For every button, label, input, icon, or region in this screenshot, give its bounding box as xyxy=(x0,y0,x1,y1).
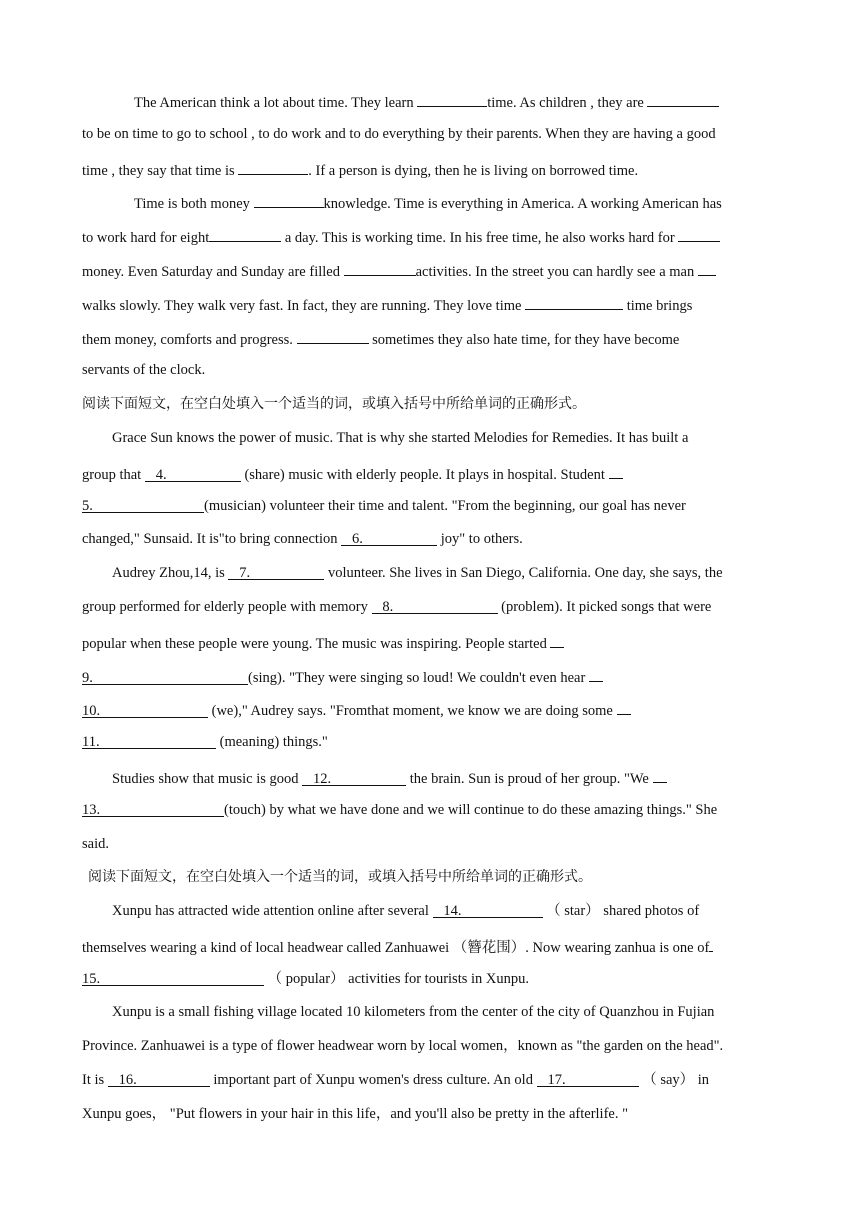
passage2-line-6 xyxy=(82,598,711,616)
text: joy" to others. xyxy=(437,531,523,547)
text: （ say） in xyxy=(638,1072,710,1088)
answer-blank[interactable] xyxy=(647,91,719,107)
blank-number: 6. xyxy=(351,531,363,547)
blank-number: 7. xyxy=(239,565,251,581)
p2-line-2 xyxy=(82,226,720,247)
passage2-line-11 xyxy=(112,767,667,788)
text: (sing). "They were singing so loud! We couldn't even hear xyxy=(248,670,589,686)
blank-number: 14. xyxy=(443,903,462,919)
passage3-line-3 xyxy=(82,970,529,988)
text: (share) music with elderly people. It plays in hospital. Student xyxy=(240,467,609,483)
blank-8[interactable] xyxy=(372,598,498,614)
p2-line-6: servants of the clock. xyxy=(82,362,206,378)
answer-blank[interactable] xyxy=(417,91,487,107)
blank-number: 12. xyxy=(313,771,332,787)
text: The American think a lot about time. They learn xyxy=(134,95,418,111)
text: to work hard for eight xyxy=(82,230,210,246)
text: （ star） shared photos of xyxy=(542,903,700,919)
blank-17[interactable] xyxy=(537,1071,639,1087)
text: walks slowly. They walk very fast. In fact, they are running. They love time xyxy=(82,298,526,314)
blank-4[interactable] xyxy=(145,466,241,482)
p1-line-1 xyxy=(134,91,719,112)
passage2-line-2 xyxy=(82,463,623,484)
blank-12[interactable] xyxy=(302,770,406,786)
text: changed," Sunsaid. It is"to bring connection xyxy=(82,531,342,547)
passage3-line-6 xyxy=(82,1071,709,1089)
text: (meaning) things." xyxy=(216,734,328,750)
passage2-line-4 xyxy=(82,530,523,548)
instruction-heading: 阅读下面短文，在空白处填入一个适当的词，或填入括号中所给单词的正确形式。 xyxy=(88,869,592,885)
blank-13[interactable] xyxy=(82,801,224,817)
p2-line-3 xyxy=(82,260,716,281)
blank-number: 9. xyxy=(82,670,93,686)
answer-blank[interactable] xyxy=(344,260,416,276)
text: (musician) volunteer their time and talent. "From the beginning, our goal has never xyxy=(204,498,686,514)
passage2-line-8 xyxy=(82,666,603,687)
text: time , they say that time is xyxy=(82,163,239,179)
blank-number: 8. xyxy=(382,599,394,615)
blank-number: 11. xyxy=(82,734,100,750)
passage3-line-5: Province. Zanhuawei is a type of flower headwear worn by local women，known as "the garden on the head". xyxy=(82,1038,724,1054)
text: (problem). It picked songs that were xyxy=(497,599,712,615)
p1-line-2: to be on time to go to school , to do work and to do everything by their parents. When they are having a good xyxy=(82,126,716,142)
text: (touch) by what we have done and we will continue to do these amazing things." She xyxy=(224,802,718,818)
blank-number: 5. xyxy=(82,498,93,514)
blank-10[interactable] xyxy=(82,702,208,718)
passage2-line-12 xyxy=(82,801,717,819)
passage2-line-9 xyxy=(82,699,631,720)
blank-16[interactable] xyxy=(108,1071,210,1087)
answer-blank[interactable] xyxy=(525,294,623,310)
answer-blank[interactable] xyxy=(609,463,623,479)
text: group performed for elderly people with memory xyxy=(82,599,372,615)
text: them money, comforts and progress. xyxy=(82,332,297,348)
text: money. Even Saturday and Sunday are filled xyxy=(82,264,344,280)
p2-line-1 xyxy=(134,192,722,213)
blank-6[interactable] xyxy=(341,530,437,546)
answer-blank[interactable] xyxy=(678,226,720,242)
text: time. As children , they are xyxy=(487,95,648,111)
text: activities. In the street you can hardly see a man xyxy=(415,264,698,280)
text: (we)," Audrey says. "Fromthat moment, we know we are doing some xyxy=(208,703,617,719)
passage3-line-7: Xunpu goes， "Put flowers in your hair in this life，and you'll also be pretty in the afterlife. " xyxy=(82,1106,629,1122)
text: sometimes they also hate time, for they have become xyxy=(368,332,680,348)
blank-7[interactable] xyxy=(228,564,324,580)
text: important part of Xunpu women's dress culture. An old xyxy=(209,1072,537,1088)
answer-blank[interactable] xyxy=(238,159,308,175)
blank-9[interactable] xyxy=(82,669,248,685)
answer-blank[interactable] xyxy=(698,260,716,276)
blank-number: 4. xyxy=(155,467,167,483)
answer-blank[interactable] xyxy=(709,936,713,952)
text: Audrey Zhou,14, is xyxy=(112,565,229,581)
answer-blank[interactable] xyxy=(589,666,603,682)
blank-11[interactable] xyxy=(82,733,216,749)
text: group that xyxy=(82,467,145,483)
passage2-line-1: Grace Sun knows the power of music. That is why she started Melodies for Remedies. It has built a xyxy=(112,430,689,446)
blank-number: 10. xyxy=(82,703,101,719)
passage3-line-1 xyxy=(112,902,699,920)
text: It is xyxy=(82,1072,108,1088)
passage3-line-4: Xunpu is a small fishing village located 10 kilometers from the center of the city of Quanzhou in Fujian xyxy=(112,1004,715,1020)
answer-blank[interactable] xyxy=(209,226,281,242)
blank-14[interactable] xyxy=(433,902,543,918)
text: time brings xyxy=(623,298,693,314)
answer-blank[interactable] xyxy=(617,699,631,715)
text: themselves wearing a kind of local headwear called Zanhuawei （簪花围）. Now wearing zanhua is one of xyxy=(82,940,710,956)
blank-number: 17. xyxy=(547,1072,566,1088)
blank-15[interactable] xyxy=(82,970,264,986)
text: （ popular） activities for tourists in Xunpu. xyxy=(264,971,529,987)
blank-number: 16. xyxy=(118,1072,137,1088)
text: a day. This is working time. In his free time, he also works hard for xyxy=(281,230,679,246)
answer-blank[interactable] xyxy=(653,767,667,783)
answer-blank[interactable] xyxy=(550,632,564,648)
text: Time is both money xyxy=(134,196,254,212)
text: knowledge. Time is everything in America. A working American has xyxy=(323,196,722,212)
blank-number: 13. xyxy=(82,802,101,818)
text: Studies show that music is good xyxy=(112,771,303,787)
text: popular when these people were young. The music was inspiring. People started xyxy=(82,636,551,652)
text: the brain. Sun is proud of her group. "We xyxy=(406,771,653,787)
passage2-line-5 xyxy=(112,564,723,582)
p2-line-4 xyxy=(82,294,692,315)
text: volunteer. She lives in San Diego, California. One day, she says, the xyxy=(324,565,723,581)
p2-line-5 xyxy=(82,328,679,349)
text: . If a person is dying, then he is living on borrowed time. xyxy=(308,163,639,179)
blank-number: 15. xyxy=(82,971,101,987)
answer-blank[interactable] xyxy=(297,328,369,344)
passage2-line-13: said. xyxy=(82,836,109,852)
instruction-heading: 阅读下面短文，在空白处填入一个适当的词，或填入括号中所给单词的正确形式。 xyxy=(82,396,586,412)
answer-blank[interactable] xyxy=(254,192,324,208)
blank-5[interactable] xyxy=(82,497,204,513)
passage2-line-3 xyxy=(82,497,686,515)
passage2-line-10 xyxy=(82,733,328,751)
passage2-line-7 xyxy=(82,632,564,653)
passage3-line-2 xyxy=(82,936,713,957)
p1-line-3 xyxy=(82,159,638,180)
text: Xunpu has attracted wide attention online after several xyxy=(112,903,433,919)
